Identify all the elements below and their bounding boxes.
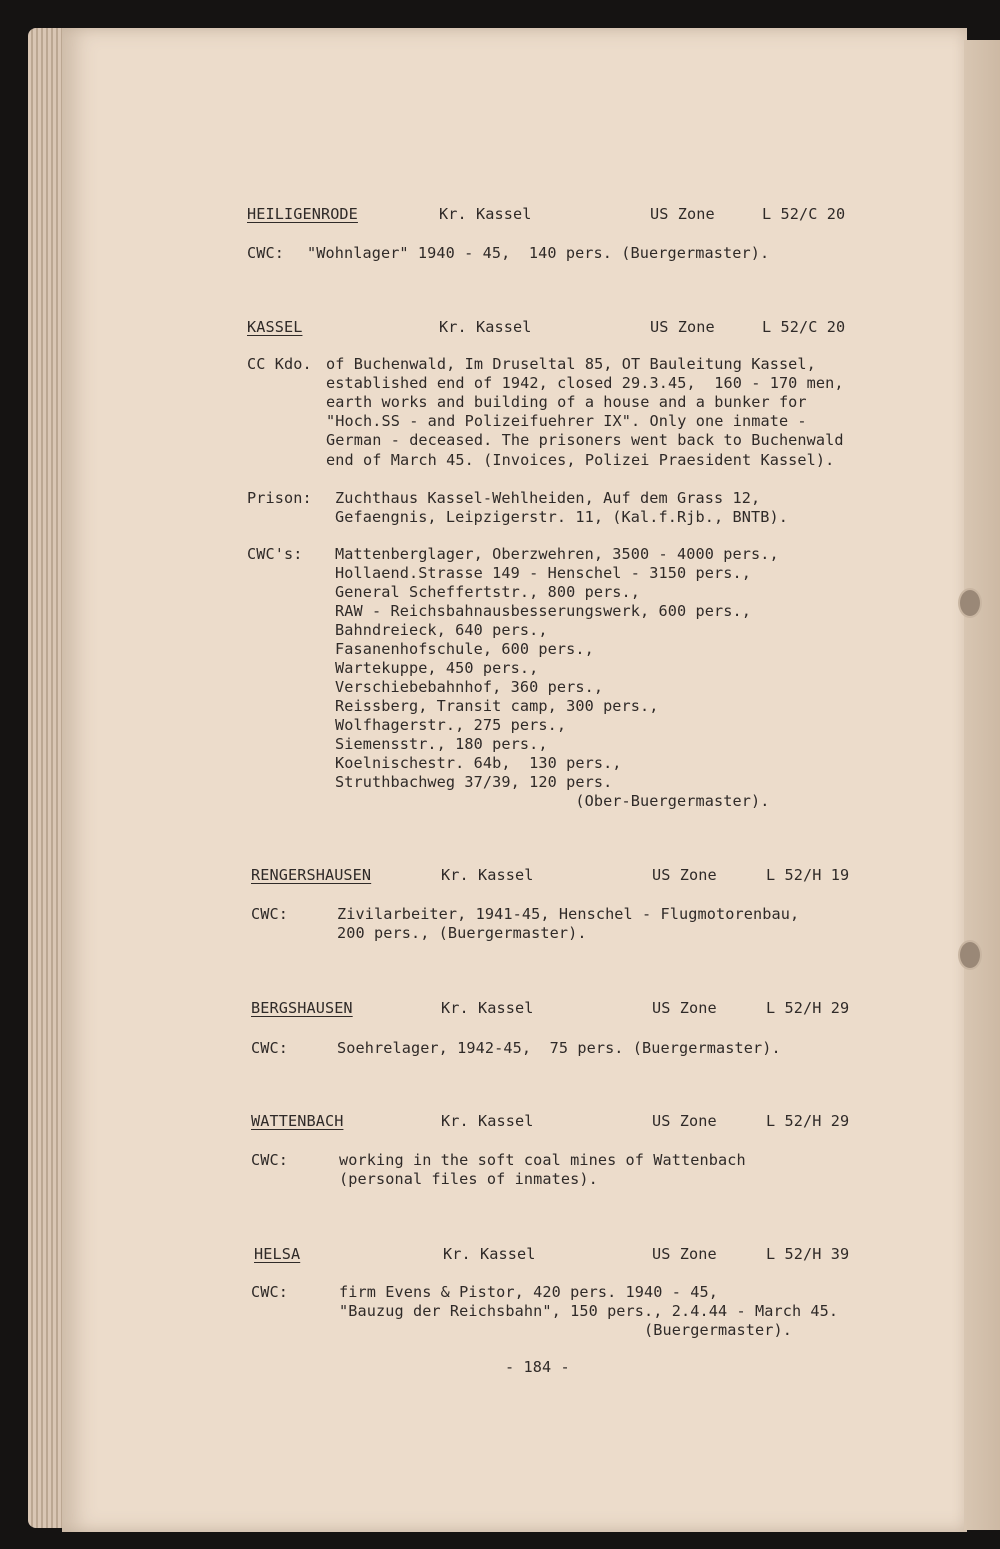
entry-district: Kr. Kassel [441,866,534,884]
entry-zone: US Zone [650,205,715,223]
entry-ref: L 52/H 29 [766,999,850,1017]
entry-line: Koelnischestr. 64b, 130 pers., [335,754,622,772]
entry-zone: US Zone [652,1112,717,1130]
entry-ref: L 52/H 39 [766,1245,850,1263]
entry-ref: L 52/H 29 [766,1112,850,1130]
entry-place: WATTENBACH [251,1112,344,1130]
binding-hole [958,588,982,618]
entry-zone: US Zone [652,999,717,1017]
entry-line: Mattenberglager, Oberzwehren, 3500 - 4000 pers., [335,545,779,563]
entry-line: Hollaend.Strasse 149 - Henschel - 3150 pers., [335,564,751,582]
entry-place: BERGSHAUSEN [251,999,353,1017]
entry-line: Bahndreieck, 640 pers., [335,621,548,639]
binding-hole [958,940,982,970]
entry-zone: US Zone [652,866,717,884]
entry-district: Kr. Kassel [439,205,532,223]
entry-line: Wolfhagerstr., 275 pers., [335,716,567,734]
page-number: - 184 - [505,1358,570,1376]
entry-line: "Bauzug der Reichsbahn", 150 pers., 2.4.44 - March 45. [339,1302,839,1320]
entry-place: HELSA [254,1245,301,1263]
entry-line: "Wohnlager" 1940 - 45, 140 pers. (Buergermaster). [307,244,770,262]
entry-line: Zuchthaus Kassel-Wehlheiden, Auf dem Grass 12, [335,489,761,507]
entry-line: Zivilarbeiter, 1941-45, Henschel - Flugmotorenbau, [337,905,800,923]
entry-label: CWC: [251,905,288,923]
entry-line: Soehrelager, 1942-45, 75 pers. (Buergermaster). [337,1039,781,1057]
entry-ref: L 52/C 20 [762,318,846,336]
entry-label: Prison: [247,489,312,507]
entry-district: Kr. Kassel [441,999,534,1017]
entry-line: Fasanenhofschule, 600 pers., [335,640,594,658]
entry-line: RAW - Reichsbahnausbesserungswerk, 600 pers., [335,602,751,620]
entry-label: CWC's: [247,545,303,563]
entry-line: working in the soft coal mines of Wattenbach [339,1151,746,1169]
entry-line: Struthbachweg 37/39, 120 pers. [335,773,613,791]
entry-line: end of March 45. (Invoices, Polizei Praesident Kassel). [326,451,835,469]
entry-place: HEILIGENRODE [247,205,358,223]
entry-line: earth works and building of a house and a bunker for [326,393,807,411]
entry-ref: L 52/H 19 [766,866,850,884]
entry-line: (personal files of inmates). [339,1170,598,1188]
entry-line: (Ober-Buergermaster). [335,792,770,810]
entry-line: of Buchenwald, Im Druseltal 85, OT Bauleitung Kassel, [326,355,816,373]
entry-line: German - deceased. The prisoners went back to Buchenwald [326,431,844,449]
entry-label: CC Kdo. [247,355,312,373]
entry-line: Wartekuppe, 450 pers., [335,659,539,677]
entry-line: established end of 1942, closed 29.3.45, 160 - 170 men, [326,374,844,392]
entry-ref: L 52/C 20 [762,205,846,223]
entry-district: Kr. Kassel [439,318,532,336]
entry-label: CWC: [251,1151,288,1169]
entry-zone: US Zone [652,1245,717,1263]
entry-line: Reissberg, Transit camp, 300 pers., [335,697,659,715]
entry-place: RENGERSHAUSEN [251,866,372,884]
facing-page-edge [964,40,1000,1530]
entry-line: 200 pers., (Buergermaster). [337,924,587,942]
entry-line: (Buergermaster). [339,1321,792,1339]
entry-line: Verschiebebahnhof, 360 pers., [335,678,604,696]
entry-place: KASSEL [247,318,303,336]
entry-line: Gefaengnis, Leipzigerstr. 11, (Kal.f.Rjb., BNTB). [335,508,788,526]
entry-label: CWC: [251,1283,288,1301]
entry-line: General Scheffertstr., 800 pers., [335,583,641,601]
entry-label: CWC: [251,1039,288,1057]
entry-line: firm Evens & Pistor, 420 pers. 1940 - 45, [339,1283,718,1301]
entry-line: "Hoch.SS - and Polizeifuehrer IX". Only one inmate - [326,412,807,430]
entry-line: Siemensstr., 180 pers., [335,735,548,753]
entry-district: Kr. Kassel [443,1245,536,1263]
entry-zone: US Zone [650,318,715,336]
entry-label: CWC: [247,244,284,262]
entry-district: Kr. Kassel [441,1112,534,1130]
